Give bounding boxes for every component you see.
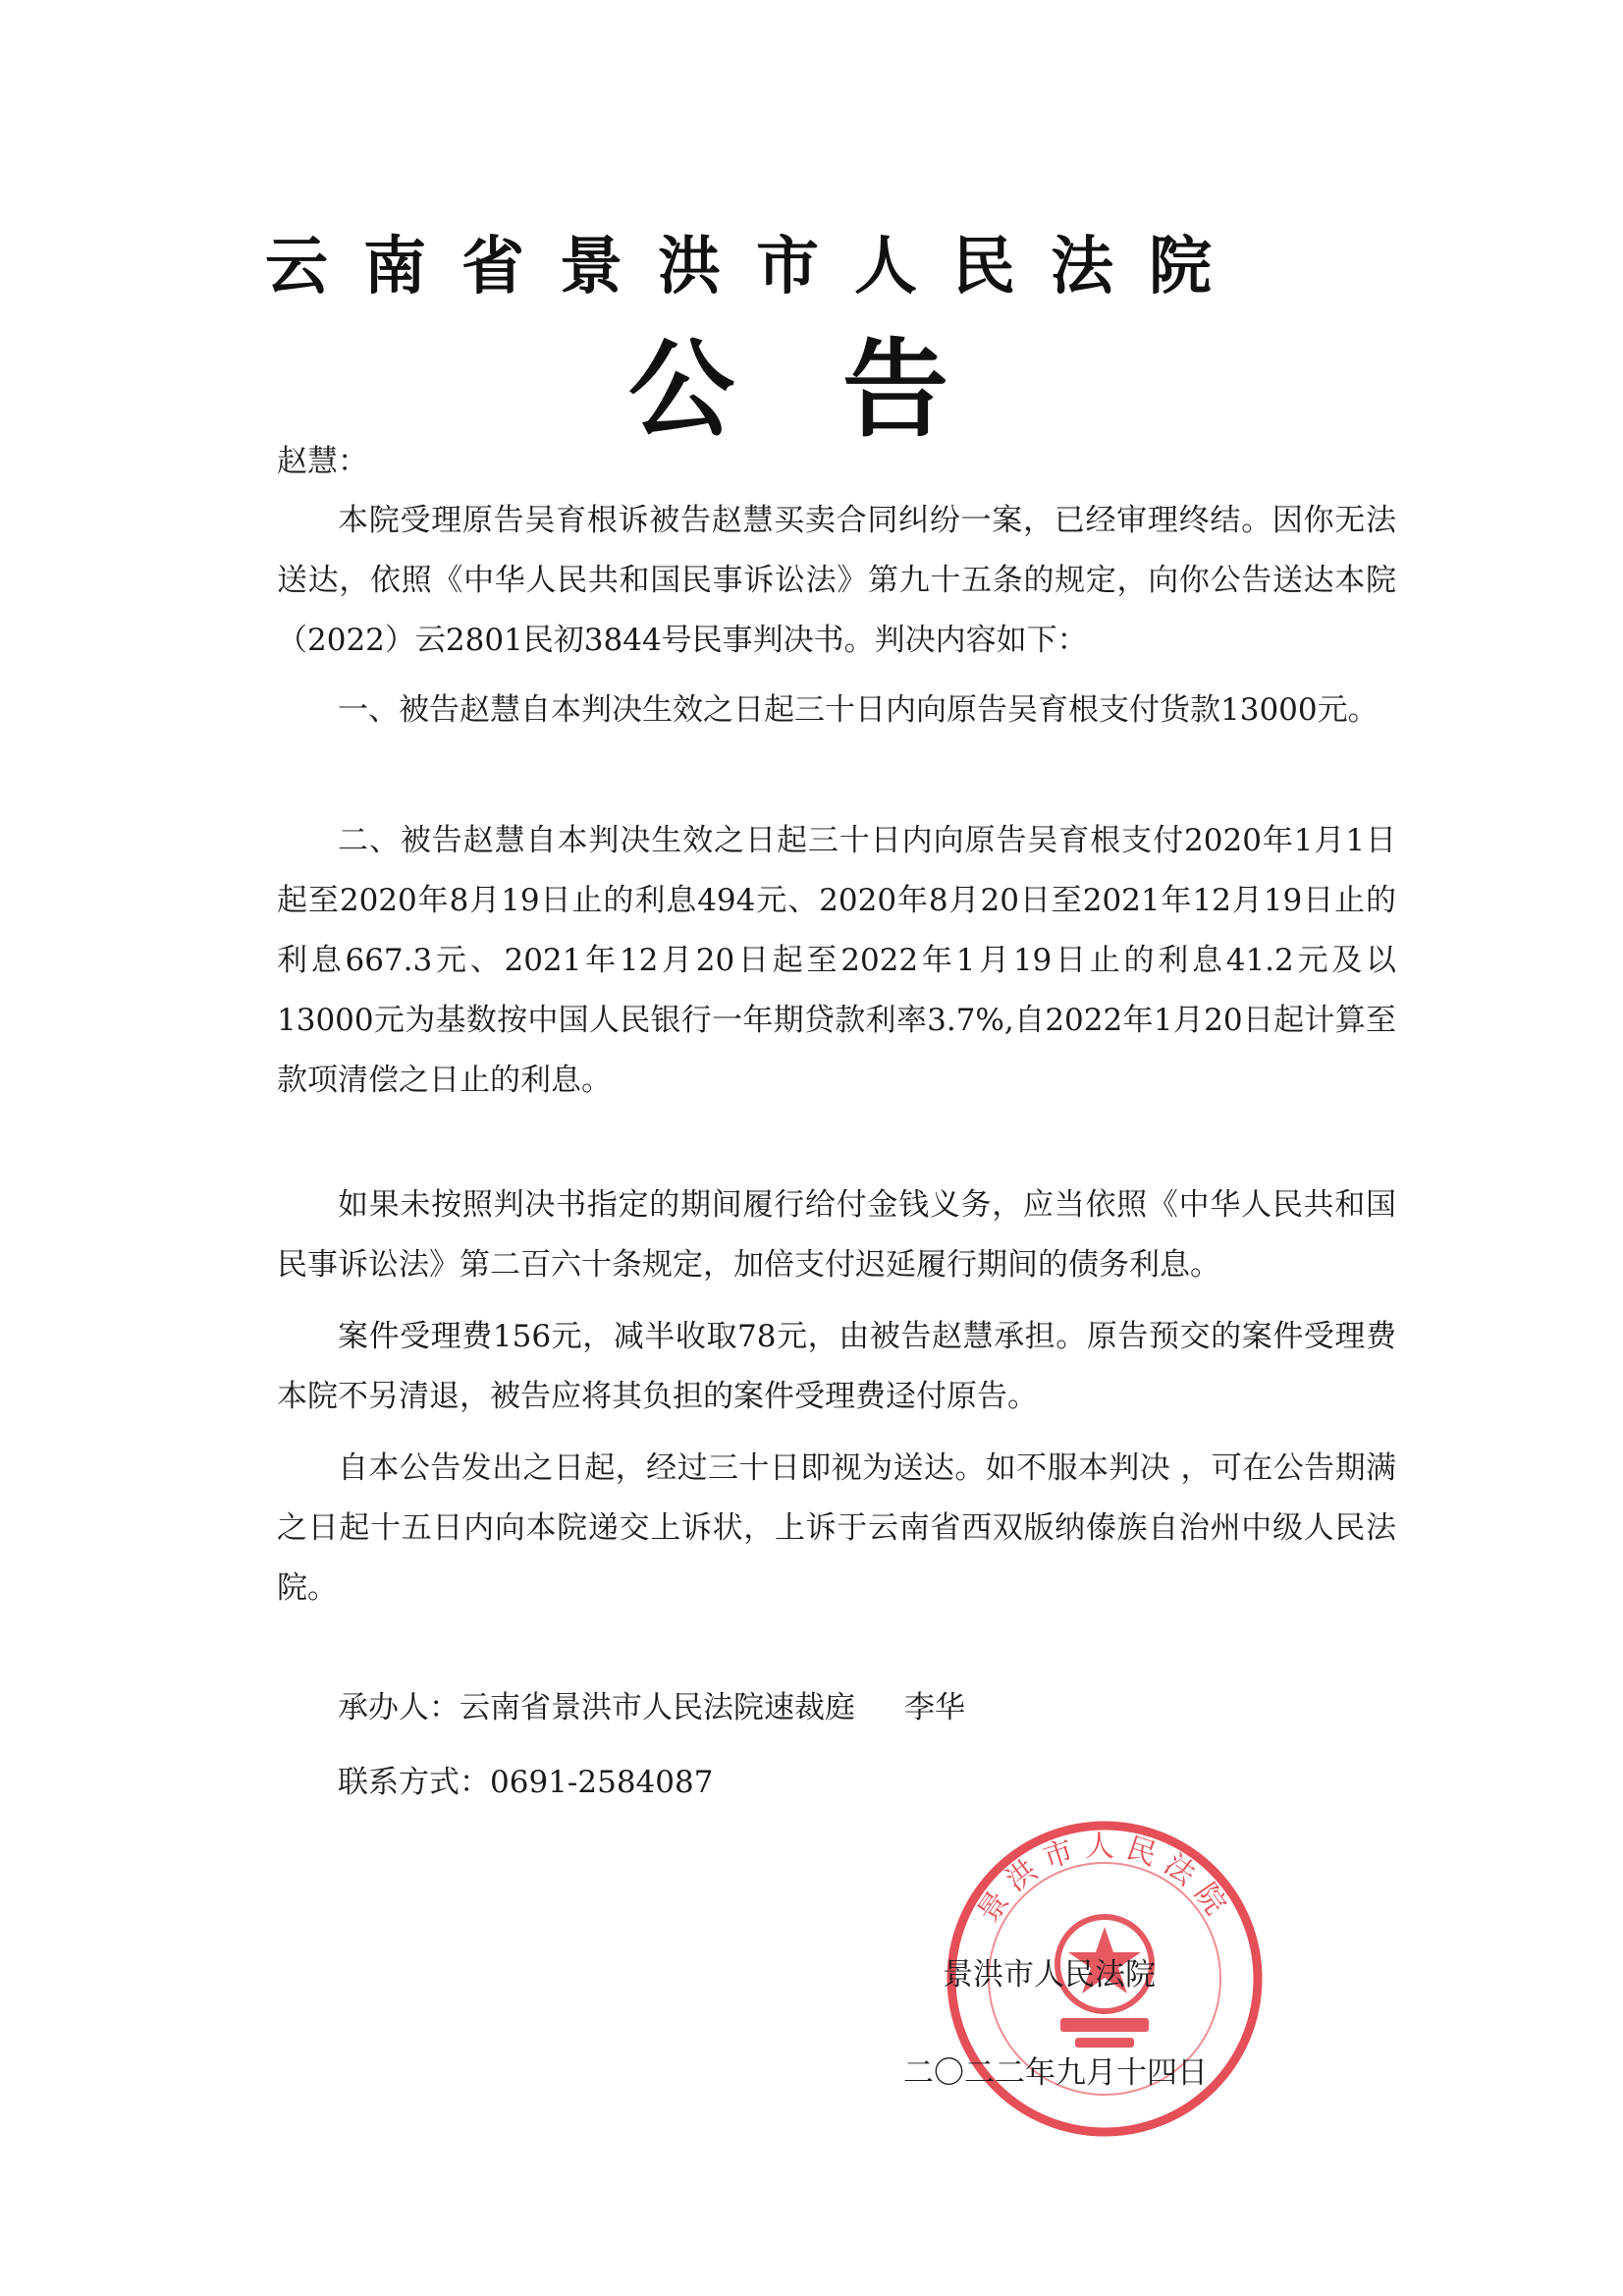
paragraph-intro: 本院受理原告吴育根诉被告赵慧买卖合同纠纷一案，已经审理终结。因你无法送达，依照《中华人民共和国民事诉讼法》第九十五条的规定，向你公告送达本院（2022）云2801民初3844号民事判决书。判决内容如下： <box>277 503 1396 658</box>
notice-title: 公告 <box>628 329 1057 452</box>
contact-phone: 联系方式：0691-2584087 <box>338 1765 714 1800</box>
paragraph-judgment-2: 二、被告赵慧自本判决生效之日起三十日内向原告吴育根支付2020年1月1日起至2020年8月19日止的利息494元、2020年8月20日至2021年12月19日止的利息667.3元、2021年12月20日起至2022年1月19日止的利息41.2元及以13000元为基数按中国人民银行一年期贷款利率3.7%,自2022年1月20日起计算至款项清偿之日止的利息。 <box>277 823 1396 1098</box>
paragraph-appeal: 自本公告发出之日起，经过三十日即视为送达。如不服本判决 ，可在公告期满之日起十五日内向本院递交上诉状，上诉于云南省西双版纳傣族自治州中级人民法院。 <box>277 1450 1396 1606</box>
signature-date: 二〇二二年九月十四日 <box>903 2055 1208 2091</box>
court-name-title: 云南省景洪市人民法院 <box>265 231 1247 303</box>
seal-text: 景洪市人民法院 <box>970 1830 1239 1930</box>
handler-label: 承办人：云南省景洪市人民法院速裁庭 <box>338 1690 855 1725</box>
signature-court: 景洪市人民法院 <box>943 1957 1156 1993</box>
paragraph-enforcement: 如果未按照判决书指定的期间履行给付金钱义务，应当依照《中华人民共和国民事诉讼法》第二百六十条规定，加倍支付迟延履行期间的债务利息。 <box>277 1187 1396 1283</box>
addressee: 赵慧： <box>277 444 368 479</box>
handler-name: 李华 <box>904 1690 965 1725</box>
handler-line <box>338 1683 1221 1732</box>
paragraph-fees: 案件受理费156元，减半收取78元，由被告赵慧承担。原告预交的案件受理费本院不另清退，被告应将其负担的案件受理费迳付原告。 <box>277 1319 1396 1414</box>
paragraph-judgment-1: 一、被告赵慧自本判决生效之日起三十日内向原告吴育根支付货款13000元。 <box>338 692 1379 728</box>
